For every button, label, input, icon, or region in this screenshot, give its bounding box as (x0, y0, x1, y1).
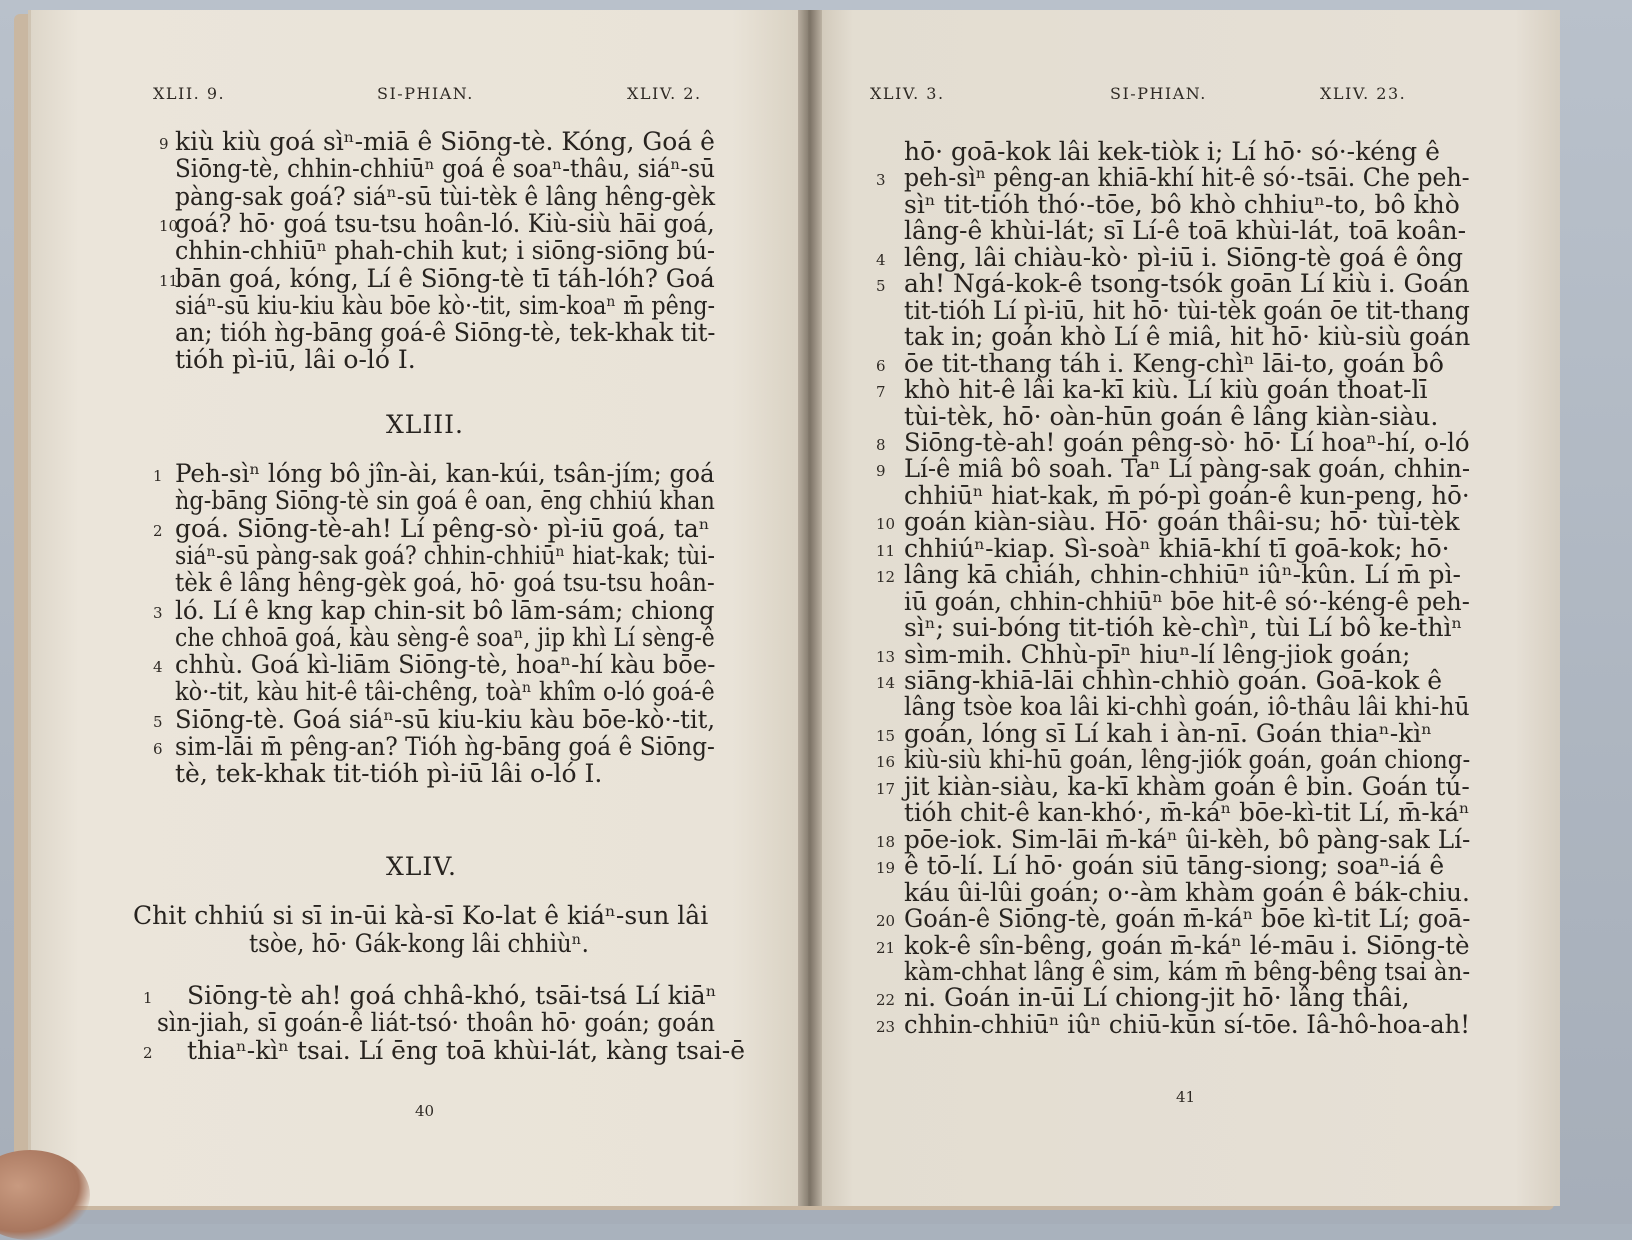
right-text-line: ōe tit-thang táh i. Keng-chìⁿ lāi-to, goán bô (904, 348, 1444, 378)
right-header-title: SI-PHIAN. (1110, 84, 1207, 103)
verse-number: 4 (876, 250, 886, 269)
right-text-line: chhin-chhiūⁿ iûⁿ chiū-kūn sí-tōe. Iâ-hô-hoa-ah! (904, 1009, 1471, 1039)
verse-number: 11 (159, 271, 179, 290)
left-text-line: chhù. Goá kì-liām Siōng-tè, hoaⁿ-hí kàu bōe- (175, 650, 716, 680)
right-text-line: Siōng-tè-ah! goán pêng-sò· hō· Lí hoaⁿ-hí, o-ló (904, 427, 1470, 457)
right-header-left: XLIV. 3. (870, 84, 945, 103)
left-text-line: siáⁿ-sū kiu-kiu kàu bōe kò·-tit, sim-koaⁿ m̄ pêng- (175, 290, 716, 320)
left-text-line: ǹg-bāng Siōng-tè sin goá ê oan, ēng chhiú khan (175, 486, 715, 516)
verse-number: 12 (876, 568, 896, 587)
left-text-line: pàng-sak goá? siáⁿ-sū tùi-tèk ê lâng hêng-gèk (175, 181, 716, 211)
right-text-line: káu ûi-lûi goán; o·-àm khàm goán ê bák-chiu. (904, 877, 1470, 907)
verse-number: 7 (876, 383, 886, 402)
left-text-line: tióh pì-iū, lâi o-ló I. (175, 345, 416, 375)
left-header-left: XLII. 9. (153, 84, 226, 103)
right-header-right: XLIV. 23. (1320, 84, 1407, 103)
left-text-line: an; tióh ǹg-bāng goá-ê Siōng-tè, tek-khak tit- (175, 318, 716, 348)
verse-number: 3 (876, 171, 886, 190)
verse-number: 16 (876, 753, 896, 772)
right-text-line: tit-tióh Lí pì-iū, hit hō· tùi-tèk goán ōe tit-thang (904, 295, 1470, 325)
verse-number: 4 (153, 658, 163, 677)
verse-number: 21 (876, 938, 896, 957)
verse-number: 8 (876, 435, 886, 454)
right-text-line: peh-sìⁿ pêng-an khiā-khí hit-ê só·-tsāi. Che peh- (904, 163, 1470, 193)
superscription-line: Chit chhiú si sī in-ūi kà-sī Ko-lat ê kiáⁿ-sun lâi (133, 901, 709, 930)
right-text-line: ê tō-lí. Lí hō· goán siū tāng-siong; soaⁿ-iá ê (904, 851, 1445, 881)
right-text-line: pōe-iok. Sim-lāi m̄-káⁿ ûi-kèh, bô pàng-sak Lí- (904, 824, 1471, 854)
left-text-line: sim-lāi m̄ pêng-an? Tióh ǹg-bāng goá ê Siōng- (175, 732, 715, 761)
right-text-line: iū goán, chhin-chhiūⁿ bōe hit-ê só·-kéng-ê peh- (904, 586, 1470, 616)
verse-number: 3 (153, 603, 163, 622)
right-text-line: siāng-khiā-lāi chhìn-chhiò goán. Goā-kok ê (904, 666, 1443, 695)
left-text-line: chhin-chhiūⁿ phah-chih kut; i siōng-siōng bú- (175, 236, 716, 266)
right-text-line: tak in; goán khò Lí ê miâ, hit hō· kiù-siù goán (904, 322, 1471, 352)
verse-number: 15 (876, 726, 896, 745)
right-text-line: lâng-ê khùi-lát; sī Lí-ê toā khùi-lát, toā koân- (904, 216, 1467, 246)
page-number-left: 40 (415, 1102, 435, 1120)
left-text-line: sìn-jiah, sī goán-ê liát-tsó· thoân hō· goán; goán (157, 1008, 715, 1038)
superscription-line: tsòe, hō· Gák-kong lâi chhiùⁿ. (249, 929, 589, 958)
right-text-line: khò hit-ê lâi ka-kī kiù. Lí kiù goán thoat-lī (904, 375, 1428, 405)
section-heading-xliii: XLIII. (386, 410, 464, 439)
left-page (28, 10, 828, 1206)
left-text-line: kò·-tit, kàu hit-ê tâi-chêng, toàⁿ khîm o-ló goá-ê (175, 677, 715, 707)
right-text-line: tùi-tèk, hō· oàn-hūn goán ê lâng kiàn-siàu. (904, 401, 1439, 431)
verse-number: 11 (876, 541, 896, 560)
right-text-line: lâng kā chiáh, chhin-chhiūⁿ iûⁿ-kûn. Lí m̄ pì- (904, 560, 1462, 590)
right-text-line: tióh chit-ê kan-khó·, m̄-káⁿ bōe-kì-tit Lí, m̄-káⁿ (904, 798, 1470, 828)
right-text-line: goán kiàn-siàu. Hō· goán thâi-su; hō· tùi-tèk (904, 507, 1460, 537)
verse-number: 6 (153, 740, 163, 758)
right-text-line: lêng, lâi chiàu-kò· pì-iū i. Siōng-tè goá ê ông (904, 242, 1463, 272)
verse-number: 20 (876, 912, 896, 931)
right-text-line: ah! Ngá-kok-ê tsong-tsók goān Lí kiù i. Goán (904, 269, 1470, 299)
right-text-line: kok-ê sîn-bêng, goán m̄-káⁿ lé-māu i. Siōng-tè (904, 930, 1470, 960)
left-text-line: goá? hō· goá tsu-tsu hoân-ló. Kiù-siù hāi goá, (175, 208, 715, 238)
left-text-line: ló. Lí ê kng kap chin-sit bô lām-sám; chiong (175, 595, 715, 625)
right-text-line: chhiūⁿ hiat-kak, m̄ pó-pì goán-ê kun-peng, hō· (904, 480, 1470, 510)
left-text-line: Siōng-tè. Goá siáⁿ-sū kiu-kiu kàu bōe-kò·-tit, (175, 704, 716, 734)
left-text-line: tèk ê lâng hêng-gèk goá, hō· goá tsu-tsu hoân- (175, 568, 715, 598)
verse-number: 13 (876, 647, 896, 666)
right-text-line: Lí-ê miâ bô soah. Taⁿ Lí pàng-sak goán, chhin- (904, 454, 1471, 484)
verse-number: 23 (876, 1017, 896, 1036)
right-text-line: lâng tsòe koa lâi ki-chhì goán, iô-thâu lâi khi-hū (904, 692, 1470, 722)
right-text-line: kiù-siù khi-hū goán, lêng-jiók goán, goán chiong- (904, 745, 1471, 775)
right-text-line: sìⁿ; sui-bóng tit-tióh kè-chìⁿ, tùi Lí bô ke-thìⁿ (904, 613, 1463, 643)
verse-number: 1 (153, 467, 163, 485)
right-text-line: Goán-ê Siōng-tè, goán m̄-káⁿ bōe kì-tit Lí; goā- (904, 904, 1471, 934)
right-page (808, 10, 1560, 1206)
page-number-right: 41 (1176, 1088, 1196, 1106)
book-gutter (798, 10, 822, 1206)
right-text-line: sìⁿ tit-tióh thó·-tōe, bô khò chhiuⁿ-to, bô khò (904, 189, 1460, 219)
verse-number: 10 (159, 216, 179, 235)
right-text-line: kàm-chhat lâng ê sim, kám m̄ bêng-bêng tsai àn- (904, 956, 1471, 986)
left-text-line: che chhoā goá, kàu sèng-ê soaⁿ, jip khì Lí sèng-ê (175, 622, 715, 652)
verse-number: 17 (876, 779, 896, 798)
left-text-line: goá. Siōng-tè-ah! Lí pêng-sò· pì-iū goá, taⁿ (175, 513, 710, 543)
left-text-line: Peh-sìⁿ lóng bô jîn-ài, kan-kúi, tsân-jím; goá (175, 459, 715, 488)
verse-number: 18 (876, 832, 896, 851)
verse-number: 5 (153, 712, 163, 731)
verse-number: 2 (153, 521, 163, 540)
left-text-line: kiù kiù goá sìⁿ-miā ê Siōng-tè. Kóng, Goá ê (175, 127, 715, 156)
left-text-line: Siōng-tè ah! goá chhâ-khó, tsāi-tsá Lí kiāⁿ (187, 981, 717, 1010)
right-text-line: chhiúⁿ-kiap. Sì-soàⁿ khiā-khí tī goā-kok; hō· (904, 533, 1450, 563)
left-text-line: Siōng-tè, chhin-chhiūⁿ goá ê soaⁿ-thâu, siáⁿ-sū (175, 154, 715, 184)
right-text-line: ni. Goán in-ūi Lí chiong-jit hō· lâng thâi, (904, 983, 1410, 1013)
left-header-right: XLIV. 2. (627, 84, 702, 103)
left-text-line: tè, tek-khak tit-tióh pì-iū lâi o-ló I. (175, 759, 603, 789)
verse-number: 5 (876, 277, 886, 296)
verse-number: 9 (159, 135, 169, 153)
verse-number: 6 (876, 356, 886, 375)
verse-number: 9 (876, 462, 886, 481)
left-text-line: bān goá, kóng, Lí ê Siōng-tè tī táh-lóh? Goá (175, 263, 715, 293)
verse-number: 19 (876, 859, 896, 878)
section-heading-xliv: XLIV. (386, 852, 457, 881)
verse-number: 22 (876, 991, 896, 1010)
verse-number: 1 (143, 989, 153, 1007)
left-text-line: siáⁿ-sū pàng-sak goá? chhin-chhiūⁿ hiat-kak; tùi- (175, 540, 715, 570)
verse-number: 14 (876, 674, 896, 692)
right-text-line: goán, lóng sī Lí kah i àn-nī. Goán thiaⁿ-kìⁿ (904, 718, 1433, 748)
right-text-line: jit kiàn-siàu, ka-kī khàm goán ê bin. Goán tú- (904, 771, 1470, 801)
left-text-line: thiaⁿ-kìⁿ tsai. Lí ēng toā khùi-lát, kàng tsai-ē (187, 1035, 745, 1065)
right-text-line: hō· goā-kok lâi kek-tiòk i; Lí hō· só·-kéng ê (904, 137, 1440, 166)
verse-number: 2 (143, 1043, 153, 1062)
right-text-line: sìm-mih. Chhù-pīⁿ hiuⁿ-lí lêng-jiok goán; (904, 639, 1411, 669)
left-header-title: SI-PHIAN. (377, 84, 474, 103)
verse-number: 10 (876, 515, 896, 534)
